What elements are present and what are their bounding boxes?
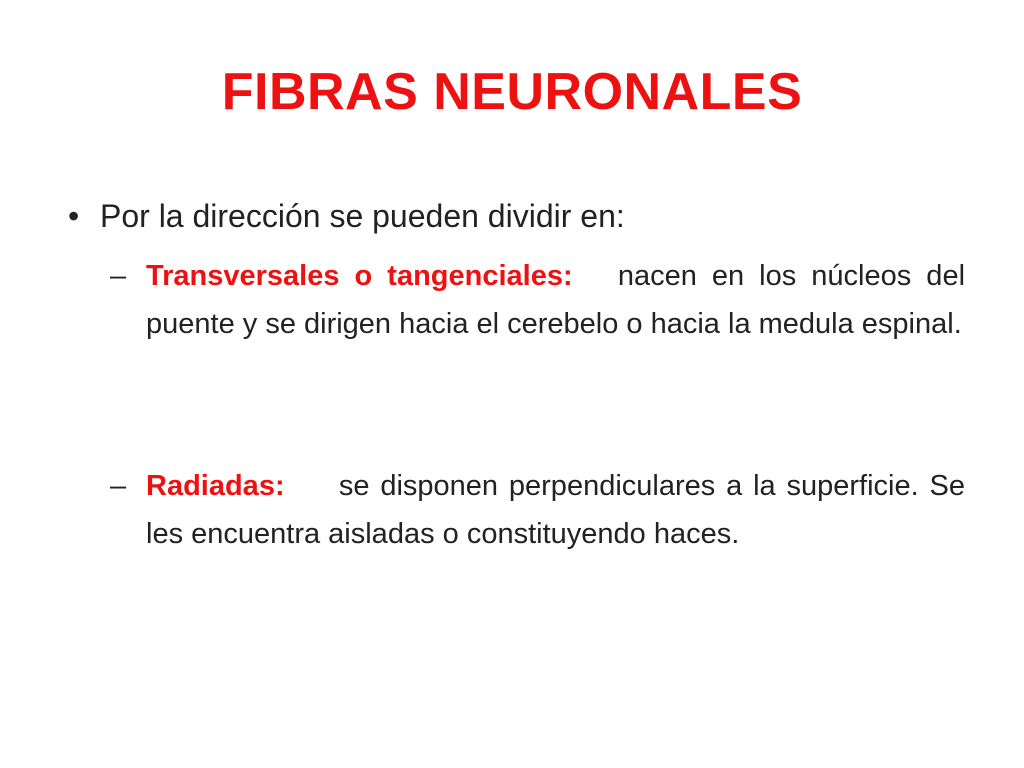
subitem-text: se disponen perpendiculares a la superficie. Se les encuentra aisladas o constituyendo haces. [146,470,965,550]
subitem-marker: – [110,470,127,502]
subitem-marker: – [110,260,127,292]
subitem-term: Transversales o tangenciales: [146,260,573,292]
subitem-text: nacen en los núcleos del puente y se dirigen hacia el cerebelo o hacia la medula espinal. [146,260,966,340]
slide-title: FIBRAS NEURONALES [221,63,803,121]
subitem-term: Radiadas: [146,470,285,502]
subitem-body [146,252,965,348]
bullet-marker: • [68,198,80,234]
subitem-body [146,462,965,558]
bullet-text: Por la dirección se pueden dividir en: [100,198,625,234]
